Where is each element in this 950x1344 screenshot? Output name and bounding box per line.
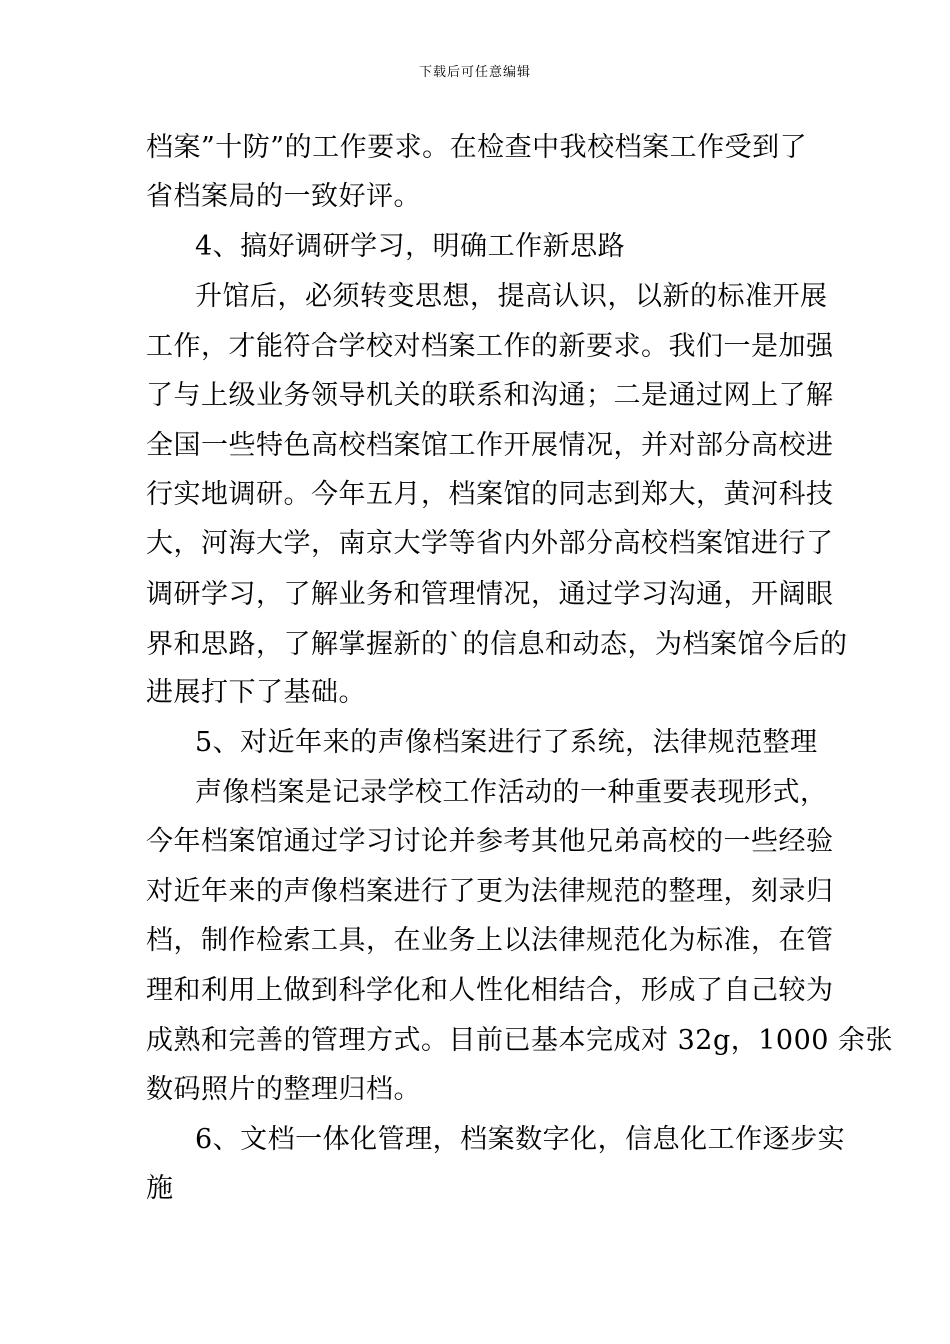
text-line: 施 [146,1173,174,1204]
text-line: 今年档案馆通过学习讨论并参考其他兄弟高校的一些经验 [146,826,834,857]
text-line: 界和思路，了解掌握新的`的信息和动态，为档案馆今后的 [146,629,848,660]
text-line: 了与上级业务领导机关的联系和沟通；二是通过网上了解 [146,380,834,411]
text-line: 省档案局的一致好评。 [146,181,421,212]
text-line: 档案”十防”的工作要求。在检查中我校档案工作受到了 [146,132,808,163]
text-line: 行实地调研。今年五月，档案馆的同志到郑大，黄河科技 [146,479,834,510]
text-line: 大，河海大学，南京大学等省内外部分高校档案馆进行了 [146,528,834,559]
text-line: 工作，才能符合学校对档案工作的新要求。我们一是加强 [146,331,834,362]
text-line: 成熟和完善的管理方式。目前已基本完成对 32g，1000 余张 [146,1025,894,1056]
text-line: 理和利用上做到科学化和人性化相结合，形成了自己较为 [146,975,834,1006]
text-line: 数码照片的整理归档。 [146,1074,421,1105]
section-heading: 5、对近年来的声像档案进行了系统，法律规范整理 [195,727,818,758]
section-heading: 6、文档一体化管理，档案数字化，信息化工作逐步实 [195,1124,846,1155]
text-line: 全国一些特色高校档案馆工作开展情况，并对部分高校进 [146,430,834,461]
text-line: 升馆后，必须转变思想，提高认识，以新的标准开展 [195,281,828,312]
text-line: 档，制作检索工具，在业务上以法律规范化为标准，在管 [146,925,834,956]
text-line: 调研学习，了解业务和管理情况，通过学习沟通，开阔眼 [146,579,834,610]
page-header: 下载后可任意编辑 [418,65,531,80]
section-heading: 4、搞好调研学习，明确工作新思路 [195,231,626,262]
text-line: 进展打下了基础。 [146,677,366,708]
text-line: 对近年来的声像档案进行了更为法律规范的整理，刻录归 [146,876,834,907]
text-line: 声像档案是记录学校工作活动的一种重要表现形式， [195,777,828,808]
